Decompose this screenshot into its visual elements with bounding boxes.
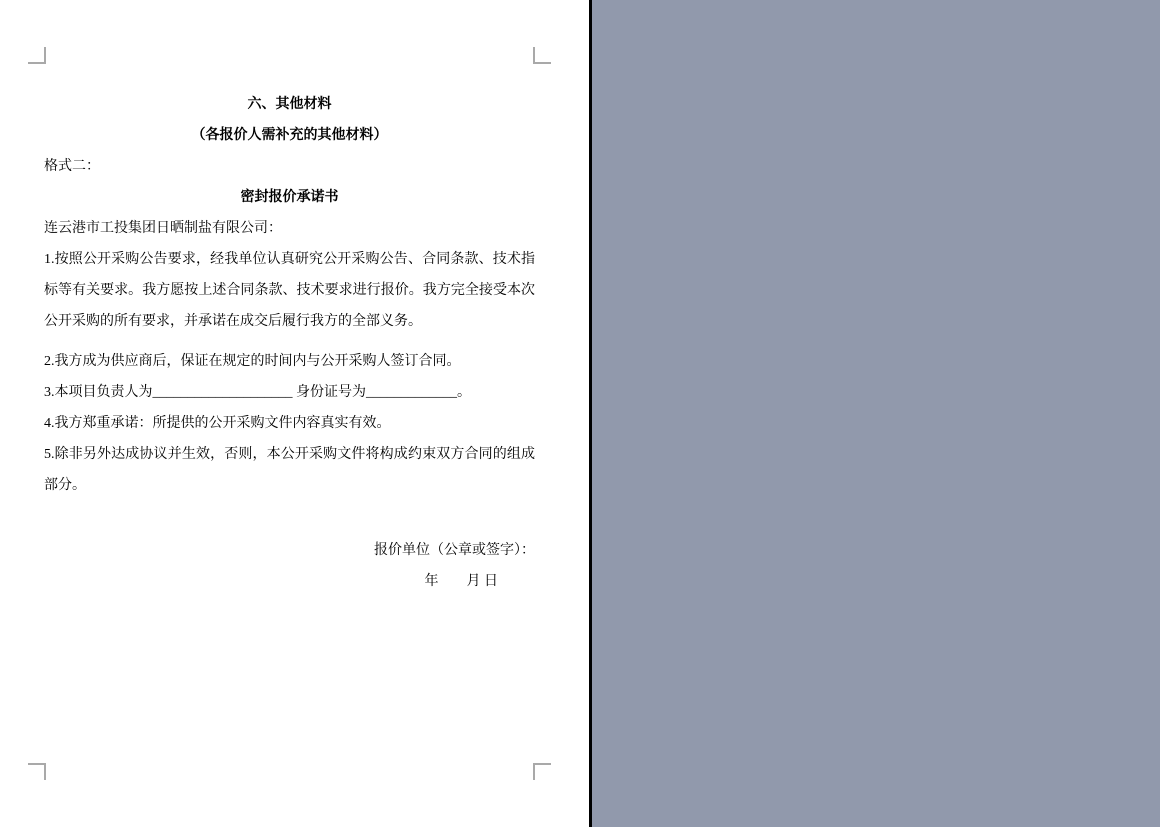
letter-title: 密封报价承诺书 — [240, 190, 339, 205]
page-edge-divider — [589, 0, 592, 827]
addressee-line: 连云港市工投集团日晒制盐有限公司： — [44, 221, 282, 236]
document-content — [44, 89, 535, 597]
section-heading: 六、其他材料 — [247, 97, 332, 112]
paragraph-3-fill-in-blanks: 3.本项目负责人为____________________ 身份证号为_____________。 — [44, 385, 471, 400]
format-label: 格式二： — [44, 159, 100, 174]
paragraph-1: 1.按照公开采购公告要求，经我单位认真研究公开采购公告、合同条款、技术指标等有关要求。我方愿按上述合同条款、技术要求进行报价。我方完全接受本次公开采购的所有要求，并承诺在成交后履行我方的全部义务。 — [44, 252, 535, 329]
paragraph-5: 5.除非另外达成协议并生效，否则，本公开采购文件将构成约束双方合同的组成部分。 — [44, 447, 535, 493]
paragraph-2: 2.我方成为供应商后，保证在规定的时间内与公开采购人签订合同。 — [44, 354, 461, 369]
crop-mark-bottom-right — [533, 763, 551, 780]
signature-label: 报价单位（公章或签字）： — [374, 543, 535, 558]
section-subheading: （各报价人需补充的其他材料） — [191, 128, 388, 143]
crop-mark-top-right — [533, 47, 551, 64]
crop-mark-bottom-left — [28, 763, 46, 780]
crop-mark-top-left — [28, 47, 46, 64]
date-line: 年 月 日 — [424, 574, 498, 589]
paragraph-4: 4.我方郑重承诺：所提供的公开采购文件内容真实有效。 — [44, 416, 391, 431]
